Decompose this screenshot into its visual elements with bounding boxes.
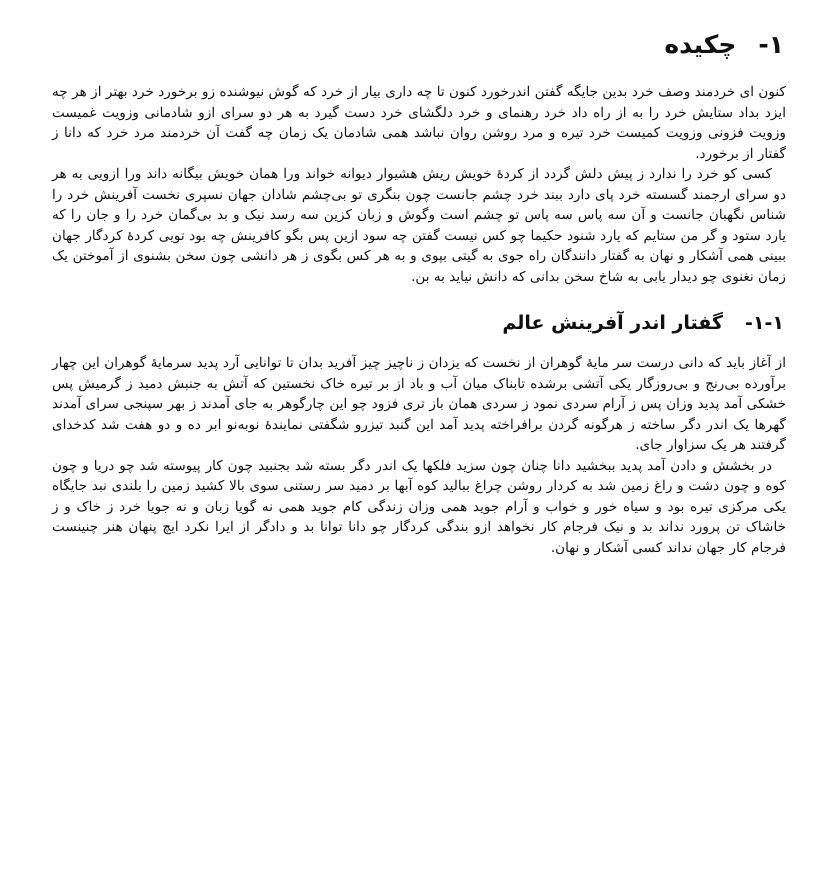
abstract-paragraph-1: کنون ای خردمند وصف خرد بدین جایگه گفتن اندرخورد کنون تا چه داری بیار از خرد که گوش نیوشنده زو برخورد خرد بهتر از هر چه ایزد بداد ستایش خرد را به از راه داد خرد رهنمای و خرد دلگشای خرد دست گیرد به هر دو سرای ازو شادمانی وزویت غمیست وزویت فزونی وزویت کمیست خرد تیره و مرد روشن روان نباشد همی شادمان یک زمان چه گفت آن خردمند مرد خرد که دانا ز گفتار از برخورد. xyxy=(52,84,786,162)
section-heading xyxy=(52,28,784,62)
creation-paragraph-1: از آغاز باید که دانی درست سر مایهٔ گوهران از نخست که یزدان ز ناچیز چیز آفرید بدان تا توانایی آرد پدید سرمایهٔ گوهران این چهار برآورده بی‌رنج و بی‌روزگار یکی آتشی برشده تابناک میان آب و باد از بر تیره خاک نخستین که آتش به جنبش دمید ز گرمیش پس خشکی آمد پدید وزان پس ز آرام سردی نمود ز سردی همان باز تری فزود چو این چارگوهر به جای آمدند ز بهر سپنجی سرای آمدند گهرها یک اندر دگر ساخته ز هرگونه گردن برافراخته پدید آمد این گنبد تیزرو شگفتی نمایندهٔ نوبه‌نو ابر ده و دو هفت شد کدخدای گرفتند هر یک سزاوار جای. xyxy=(52,355,786,453)
subsection-title: گفتار اندر آفرینش عالم xyxy=(502,312,724,334)
section-number: ۱- xyxy=(758,30,784,59)
creation-paragraph-2: در بخشش و دادن آمد پدید ببخشید دانا چنان چون سزید فلکها یک اندر دگر بسته شد بجنبید چون کار پیوسته شد چو دریا و چون کوه و چون دشت و راغ زمین شد به کردار روشن چراغ ببالید کوه آبها بر دمید سر رستنی سوی بالا کشید زمین را بلندی نبد جایگاه یکی مرکزی تیره بود و سیاه خور و خواب و آرام جوید همی وزان زندگی کام جوید همی نه گویا زبان و نه جویا خرد ز خاک و ز خاشاک تن پرورد نداند بد و نیک فرجام کار نخواهد ازو بندگی کردگار چو دانا توانا بد و دادگر از ایرا نکرد ایچ پنهان هنر چنینست فرجام کار جهان نداند کسی آشکار و نهان. xyxy=(52,457,786,556)
section-title: چکیده xyxy=(664,30,737,59)
subsection-heading xyxy=(52,309,784,337)
abstract-paragraph-2: کسی کو خرد را ندارد ز پیش دلش گردد از کردهٔ خویش ریش هشیوار دیوانه خواند ورا همان خویش بیگانه داند ورا ازویی به هر دو سرای ارجمند گسسته خرد پای دارد ببند خرد چشم جانست چون بنگری تو بی‌چشم شادان جهان نسپری نخست آفرینش خرد را شناس نگهبان جانست و آن سه پاس سه پاس تو چشم است وگوش و زبان کزین سه رسد نیک و بد بی‌گمان خرد را و جان را که یارد ستود و گر من ستایم که یارد شنود حکیما چو کس نیست گفتن چه سود ازین پس بگو کافرینش چه بود تویی کردهٔ کردگار جهان ببینی همی آشکار و نهان به گفتار دانندگان راه جوی به گیتی بپوی و به هر کس بگوی ز هر دانشی چون سخن بشنوی از آموختن یک زمان نغنوی چو دیدار یابی به شاخ سخن بدانی که دانش نیاید به بن. xyxy=(52,166,786,285)
subsection-number: ۱-۱- xyxy=(745,312,784,334)
